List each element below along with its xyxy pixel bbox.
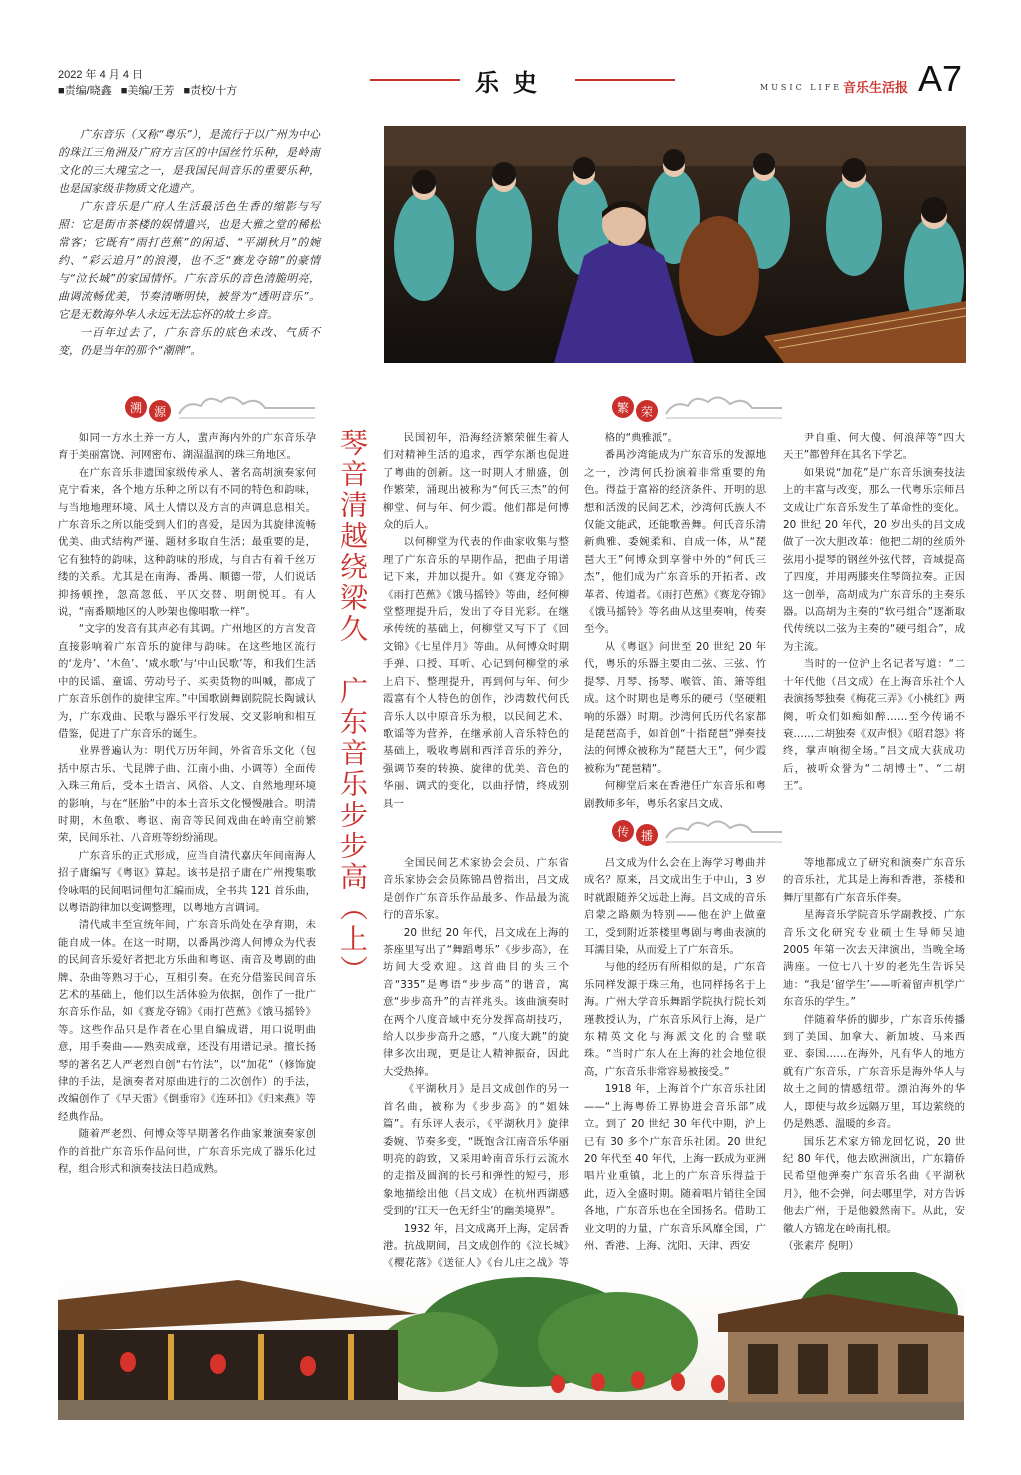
cloud-ornament-icon	[664, 816, 784, 846]
header-rule-left	[370, 79, 460, 81]
intro-lead	[58, 126, 320, 360]
body-paragraph: 广东音乐的正式形成，应当自清代嘉庆年间南海人招子庸编写《粤讴》算起。该书是招子庸在广州搜集歌伶咏唱的民间唱词俚句汇编而成，全书共 121 首乐曲，以粤语韵律加以变调整理，以粤地方言调词。	[58, 849, 316, 914]
section-badge-origin	[125, 392, 317, 422]
body-paragraph: 星海音乐学院音乐学副教授、广东音乐文化研究专业硕士生导师吴迪 2005 年第一次去天津演出，当晚全场满座。一位七八十岁的老先生告诉吴迪：“我是‘留学生’——听着留声机学广东音乐的学生。”	[783, 909, 965, 1009]
orchestra-photo	[384, 126, 966, 363]
column-3-bottom	[584, 855, 766, 1255]
section-title: 乐史	[475, 68, 551, 97]
cloud-ornament-icon	[664, 392, 784, 422]
byline: （张素芹 倪明）	[783, 1239, 860, 1252]
body-paragraph: 当时的一位沪上名记者写道：“二十年代他（吕文成）在上海音乐社个人表演扬琴独奏《梅花三弄》《小桃红》两阕，听众们如痴如醉……至今传诵不衰……二胡独奏《双声恨》《昭君怨》将终，掌声响彻全场。”吕文成大获成功后，被听众誉为“二胡博士”、“二胡王”。	[783, 658, 965, 793]
intro-paragraph: 广东音乐（又称“粤乐”），是流行于以广州为中心的珠江三角洲及广府方言区的中国丝竹乐种，是岭南文化的三大瑰宝之一，是我国民间音乐的重要乐种，也是国家级非物质文化遗产。	[58, 128, 320, 195]
body-paragraph: 与他的经历有所相似的是，广东音乐同样发源于珠三角，也同样扬名于上海。广州大学音乐舞蹈学院执行院长刘瑾教授认为，广东音乐风行上海，是广东精英文化与海派文化的合璧联珠。“当时广东人在上海的社会地位很高，广东音乐非常容易被接受。”	[584, 961, 766, 1078]
body-paragraph: 尹自重、何大傻、何浪萍等“四大天王”都曾拜在其名下学艺。	[783, 432, 965, 462]
badge-char: 繁	[612, 396, 634, 418]
section-badge-prosperity	[612, 392, 784, 422]
body-paragraph: 在广东音乐非遗国家级传承人、著名高胡演奏家何克宁看来，各个地方乐种之所以有不同的特色和韵味，与当地地理环境、风土人情以及方言的声调息息相关。广东音乐之所以能受到人们的喜爱，是因为其旋律流畅优美、曲式结构严谨、题材多取自生活；最重要的是，它有独特的韵味，这种韵味的形成，与自古有着千丝万缕的关系。尤其是在南海、番禺、顺德一带，人们说话抑扬顿挫，忽高忽低、平仄交替、明朗悦耳。有人说，“南番顺地区的人吵架也像唱歌一样”。	[58, 466, 316, 619]
body-paragraph: 以何柳堂为代表的作曲家收集与整理了广东音乐的早期作品，把曲子用谱记下来，并加以提升。如《赛龙夺锦》《雨打芭蕉》《饿马摇铃》等曲，经何柳堂整理提升后，发出了夺目光彩。在继承传统的基础上，何柳堂又写下了《回文锦》《七星伴月》等曲。从何博众时期手弹、口授、耳听、心记到何柳堂的承上启下、整理提升，再到何与年、何少霞富有个人特色的创作，沙湾数代何氏音乐人以中原音乐为根，以民间艺术、歌谣等为营养，在继承前人音乐特色的基础上，吸收粤剧和西洋音乐的养分，强调节奏的转换、旋律的优美、音色的华丽、调式的变化，以曲抒情，终成别具一	[383, 536, 569, 810]
body-paragraph: 何柳堂后来在香港任广东音乐和粤剧教师多年，粤乐名家吕文成、	[584, 780, 766, 810]
column-4-top	[783, 430, 965, 796]
body-paragraph: 伴随着华侨的脚步，广东音乐传播到了美国、加拿大、新加坡、马来西亚、泰国……在海外，凡有华人的地方就有广东音乐，广东音乐是海外华人与故土之间的情感纽带。漂泊海外的华人，即使与故乡远隔万里，耳边萦绕的仍是熟悉、温暖的乡音。	[783, 1013, 965, 1131]
section-badge-spread	[612, 816, 784, 846]
body-paragraph: 民国初年，沿海经济繁荣催生着人们对精神生活的追求，西学东渐也促进了粤曲的创新。这一时期人才鼎盛，创作繁荣，涌现出被称为“何氏三杰”的何柳堂、何与年、何少霞。他们都是何博众的后人。	[383, 432, 569, 532]
column-1	[58, 430, 316, 1178]
body-paragraph: 1932 年，吕文成离开上海，定居香港。抗战期间，吕文成创作的《泣长城》《樱花落》《送征人》《台儿庄之战》等	[383, 1222, 569, 1270]
cloud-ornament-icon	[177, 392, 317, 422]
body-paragraph: 《平湖秋月》是吕文成创作的另一首名曲，被称为《步步高》的“姐妹篇”。有乐评人表示，《平湖秋月》旋律委婉、节奏多变，“既饱含江南音乐华丽明亮的韵致，又采用岭南音乐行云流水的走指及圆润的长弓和弹性的短弓，形象地描绘出他（吕文成）在杭州西湖感受到的‘江天一色无纤尘’的幽美境界”。	[383, 1083, 569, 1218]
body-paragraph: 清代咸丰至宣统年间，广东音乐尚处在孕育期，未能自成一体。在这一时期，以番禺沙湾人何博众为代表的民间音乐爱好者把北方乐曲和粤讴、南音及粤剧的曲牌、杂曲等熟习于心，互相引奏。在充分借鉴民间音乐艺术的基础上，他们以生活体验为依据，创作了一批广东音乐作品，如《赛龙夺锦》《雨打芭蕉》《饿马摇铃》等。这些作品只是作者在心里自编成谱，用口说明曲意，用手奏曲——熟卖成章，还没有用谱记录。擅长扬琴的著名艺人严老烈自创“右竹法”，以“加花”（修饰旋律的手法，是演奏者对原曲进行的二次创作）的手法，改编创作了《早天雷》《倒垂帘》《连环扣》《归来燕》等经典作品。	[58, 919, 316, 1123]
badge-char: 荣	[636, 400, 658, 422]
body-paragraph: 格的“典雅派”。	[604, 432, 678, 444]
badge-char: 播	[636, 824, 658, 846]
header-rule-right	[575, 79, 675, 81]
body-paragraph: 从《粤讴》问世至 20 世纪 20 年代，粤乐的乐器主要由二弦、三弦、竹提琴、月琴、扬琴、喉管、笛、箫等组成。这个时期也是粤乐的硬弓（坚硬粗响的乐器）时期。沙湾何氏历代名家都是琵琶高手，如首创“十指琵琶”弹奏技法的何博众被称为“琵琶大王”，何少霞被称为“琵琶精”。	[584, 640, 766, 775]
intro-paragraph: 一百年过去了，广东音乐的底色未改、气质不变，仍是当年的那个“潮牌”。	[58, 326, 320, 357]
body-paragraph: 随着严老烈、何博众等早期著名作曲家兼演奏家创作的首批广东音乐作品问世，广东音乐完成了器乐化过程，组合形式和演奏技法日趋成熟。	[58, 1128, 316, 1176]
body-paragraph: “文字的发音有其声必有其调。广州地区的方言发音直接影响着广东音乐的旋律与韵味。在这些地区流行的‘龙舟’、‘木鱼’、‘咸水歌’与‘中山民歌’等，和我们生活中的民谣、童谣、劳动号子、买卖货物的叫喊，都成了广东音乐创作的旋律宝库。”中国歌剧舞剧院院长陶诚认为，广东戏曲、民歌与器乐平行发展、交叉影响和相互借鉴，促进了广东音乐的诞生。	[58, 623, 316, 740]
badge-char: 源	[149, 400, 171, 422]
body-paragraph: 等地都成立了研究和演奏广东音乐的音乐社，尤其是上海和香港，茶楼和舞厅里都有广东音乐伴奏。	[783, 857, 965, 904]
body-paragraph: 全国民间艺术家协会会员、广东省音乐家协会会员陈锦昌曾指出，吕文成是创作广东音乐作品最多、作品最为流行的音乐家。	[383, 857, 569, 922]
body-paragraph: 业界普遍认为：明代万历年间，外省音乐文化（包括中原古乐、弋昆牌子曲、江南小曲、小调等）全面传入珠三角后，受本土语言、风俗、人文、自然地理环境的影响，与在“胚胎”中的本土音乐文化慢慢融合。明清时期，木鱼歌、粤讴、南音等民间戏曲在岭南空前繁荣，民间乐社、八音班等纷纷涌现。	[58, 745, 316, 845]
editor-credits	[58, 82, 243, 98]
body-paragraph: 如果说“加花”是广东音乐演奏技法上的丰富与改变，那么一代粤乐宗师吕文成让广东音乐发生了革命性的变化。20 世纪 20 年代，20 岁出头的吕文成做了一次大胆改革：他把二胡的丝质外弦用小提琴的钢丝外弦代替，音域提高了四度，并用两膝夹住琴筒拉奏。正因这一创举，高胡成为广东音乐的主奏乐器。以高胡为主奏的“软弓组合”逐渐取代传统以二弦为主奏的“硬弓组合”，成为主流。	[783, 466, 965, 653]
column-2-top	[383, 430, 569, 813]
body-paragraph: 吕文成为什么会在上海学习粤曲并成名？原来，吕文成出生于中山，3 岁时就跟随养父远赴上海。吕文成的音乐启蒙之路颇为特别——他在沪上做童工，受到附近茶楼里粤剧与粤曲表演的耳濡目染，从而爱上了广东音乐。	[584, 857, 766, 957]
credit-proofreader: ■责校/十方	[183, 85, 238, 97]
page-number: A7	[918, 58, 963, 99]
issue-date: 2022 年 4 月 4 日	[58, 69, 143, 81]
body-paragraph: 如同一方水土养一方人，蜚声海内外的广东音乐孕育于美丽富饶、河网密布、湖湿温润的珠三角地区。	[58, 432, 316, 462]
garden-photo	[58, 1272, 964, 1420]
column-3-top	[584, 430, 766, 813]
badge-char: 溯	[125, 396, 147, 418]
intro-paragraph: 广东音乐是广府人生活最活色生香的缩影与写照：它是街市茶楼的娱情遣兴，也是大雅之堂的稀松常客；它既有“雨打芭蕉”的闲适、“平湖秋月”的婉约、“彩云追月”的浪漫，也不乏“赛龙夺锦”的豪情与“泣长城”的家国情怀。广东音乐的音色清脆明亮，曲调流畅优美，节奏清晰明快，被誉为“透明音乐”。它是无数海外华人永远无法忘怀的故土乡音。	[58, 200, 320, 321]
body-paragraph: 20 世纪 20 年代，吕文成在上海的茶座里写出了“舞蹈粤乐”《步步高》，在坊间大受欢迎。这首曲目的头三个音“335”是粤语“步步高”的谐音，寓意“步步高升”的吉祥兆头。该曲演奏时在两个八度音域中充分发挥高胡技巧，给人以步步高升之感，“八度大跳”的旋律多次出现，更是让人精神振奋，因此大受热捧。	[383, 926, 569, 1078]
column-2-bottom	[383, 855, 569, 1308]
column-4-bottom	[783, 855, 965, 1255]
body-paragraph: 番禺沙湾能成为广东音乐的发源地之一，沙湾何氏扮演着非常重要的角色。得益于富裕的经济条件、开明的思想和活泼的民间艺术，沙湾何氏族人不仅能文能武，还能歌善舞。何氏音乐清新典雅、委婉柔和、自成一体，从“琵琶大王”何博众到享誉中外的“何氏三杰”，他们成为广东音乐的开拓者、改革者、传道者。《雨打芭蕉》《赛龙夺锦》《饿马摇铃》等名曲从这里奏响，传奏至今。	[584, 449, 766, 636]
body-paragraph: 国乐艺术家方锦龙回忆说，20 世纪 80 年代，他去欧洲演出，广东籍侨民希望他弹奏广东音乐名曲《平湖秋月》，他不会弹，问去哪里学，对方告诉他去广州，于是他毅然南下。从此，安徽人方锦龙在岭南扎根。	[783, 1135, 965, 1235]
badge-char: 传	[612, 820, 634, 842]
body-paragraph: 1918 年，上海首个广东音乐社团——“上海粤侨工界协进会音乐部”成立。到了 20 世纪 30 年代中期，沪上已有 30 多个广东音乐社团。20 世纪 20 年代至 40 年代，上海一跃成为亚洲唱片业重镇，北上的广东音乐得益于此，迈入全盛时期。随着唱片销往全国各地，广东音乐也在全国扬名。借助工业文明的力量，广东音乐风靡全国，广州、香港、上海、沈阳、天津、西安	[584, 1083, 766, 1252]
credit-editor: ■责编/晓鑫	[58, 85, 112, 97]
headline: 琴音清越绕梁久 广东音乐步步高（上）	[336, 428, 369, 986]
english-label: MUSIC LIFE	[760, 83, 843, 92]
credit-designer: ■美编/王芳	[120, 85, 175, 97]
paper-name: 音乐生活报	[843, 81, 909, 96]
